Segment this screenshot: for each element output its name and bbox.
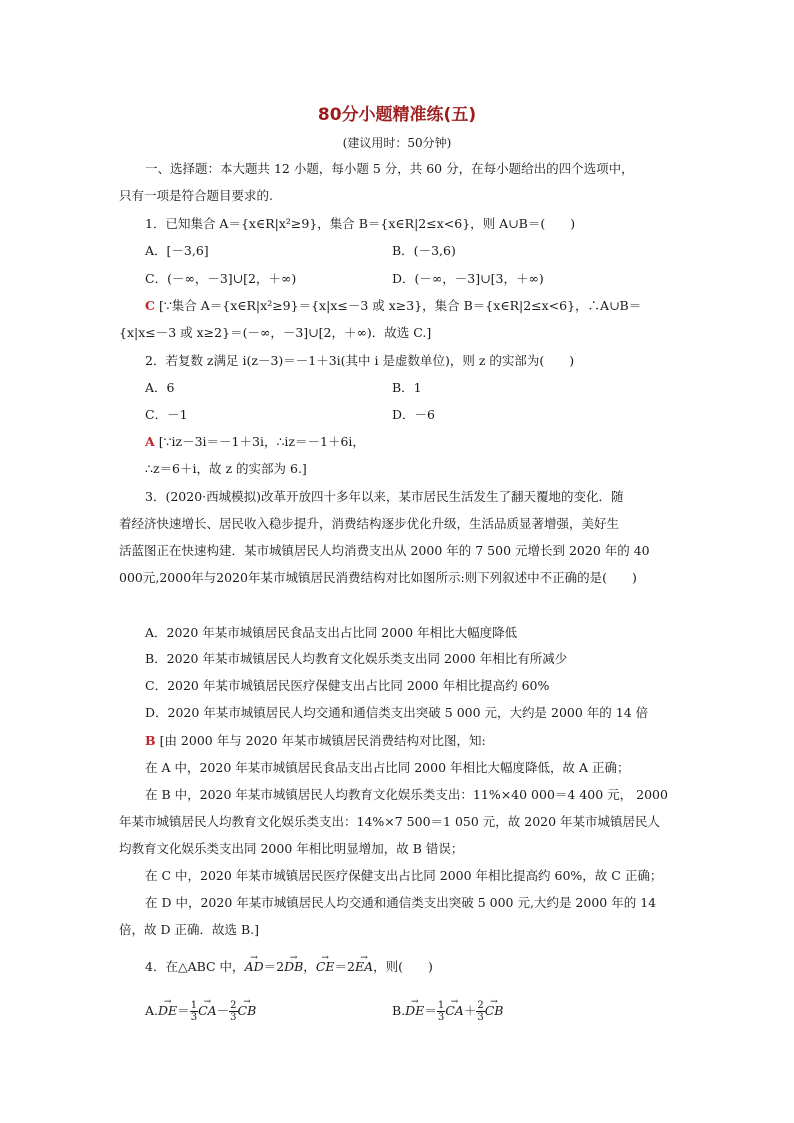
denominator: 3 xyxy=(437,1012,445,1023)
intro-line-1: 一、选择题：本大题共 12 小题，每小题 5 分，共 60 分，在每小题给出的四个选项中， xyxy=(145,161,634,176)
q3-solution-line-3: 在 B 中，2020 年某市城镇居民人均教育文化娱乐类支出：11%×40 000＝4 400 元， 2000 xyxy=(145,787,668,802)
q2-option-b: B．1 xyxy=(392,380,422,395)
page-subtitle: (建议用时：50分钟) xyxy=(342,136,452,150)
q4-stem xyxy=(145,959,433,975)
fraction-one-third xyxy=(437,1000,445,1023)
q3-stem-line-2: 着经济快速增长、居民收入稳步提升，消费结构逐步优化升级，生活品质显著增强，美好生 xyxy=(119,516,620,531)
q2-stem: 2．若复数 z满足 i(z－3)＝－1＋3i(其中 i 是虚数单位)，则 z 的实部为( ) xyxy=(145,353,575,368)
denominator: 3 xyxy=(230,1012,237,1023)
q1-option-a: A．[－3,6] xyxy=(145,243,209,258)
q3-solution-line-8: 倍，故 D 正确．故选 B.] xyxy=(119,922,259,937)
q4-sep: ， xyxy=(303,959,316,974)
q4-option-b-label: B. xyxy=(392,1003,406,1018)
vector-ea: → EA xyxy=(355,959,373,975)
vector-ca: → CA xyxy=(198,1003,217,1019)
q3-option-c: C．2020 年某市城镇居民医疗保健支出占比同 2000 年相比提高约 60% xyxy=(145,678,550,693)
q3-stem-line-4: 000元,2000年与2020年某市城镇居民消费结构对比如图所示:则下列叙述中不正确的是( ) xyxy=(119,570,637,585)
q3-solution-text-1: [由 2000 年与 2020 年某市城镇居民消费结构对比图，知: xyxy=(159,733,486,748)
numerator: 1 xyxy=(190,1000,198,1011)
denominator: 3 xyxy=(190,1012,198,1023)
q3-stem-line-1: 3．(2020·西城模拟)改革开放四十多年以来，某市居民生活发生了翻天覆地的变化．随 xyxy=(145,489,624,504)
q1-option-c: C．(－∞，－3]∪[2，＋∞) xyxy=(145,271,297,286)
q1-solution-line-1 xyxy=(145,298,641,314)
vector-ad: → AD xyxy=(245,959,264,975)
equals-sign: ＝ xyxy=(177,1003,190,1018)
q3-option-d: D．2020 年某市城镇居民人均交通和通信类支出突破 5 000 元，大约是 2000 年的 14 倍 xyxy=(145,705,649,720)
q3-option-b: B．2020 年某市城镇居民人均教育文化娱乐类支出同 2000 年相比有所减少 xyxy=(145,651,568,666)
numerator: 1 xyxy=(437,1000,445,1011)
plus-sign: ＋ xyxy=(463,1003,477,1018)
vector-cb: → CB xyxy=(485,1003,504,1019)
intro-line-2: 只有一项是符合题目要求的. xyxy=(119,188,273,203)
q2-solution-line-2: ∴z＝6＋i，故 z 的实部为 6.] xyxy=(145,461,307,476)
numerator: 2 xyxy=(230,1000,237,1011)
vector-de: → DE xyxy=(158,1003,177,1019)
q1-solution-line-2: {x|x≤－3 或 x≥2}＝(－∞，－3]∪[2，＋∞)．故选 C.] xyxy=(119,325,432,340)
numerator: 2 xyxy=(477,1000,484,1011)
q3-solution-line-7: 在 D 中，2020 年某市城镇居民人均交通和通信类支出突破 5 000 元,大约是 2000 年的 14 xyxy=(145,895,657,910)
vector-de: → DE xyxy=(405,1003,424,1019)
q2-solution-text-1: [∵iz－3i＝－1＋3i，∴iz＝－1＋6i， xyxy=(158,434,365,449)
vector-ca: → CA xyxy=(445,1003,464,1019)
q2-option-a: A．6 xyxy=(145,380,175,395)
q4-eq-1: ＝2 xyxy=(263,959,285,974)
fraction-one-third xyxy=(190,1000,198,1023)
q3-stem-line-3: 活蓝图正在快速构建．某市城镇居民人均消费支出从 2000 年的 7 500 元增长到 2020 年的 40 xyxy=(119,543,650,558)
q2-answer: A xyxy=(145,434,155,449)
q3-option-a: A．2020 年某市城镇居民食品支出占比同 2000 年相比大幅度降低 xyxy=(145,625,518,640)
q3-solution-line-6: 在 C 中，2020 年某市城镇居民医疗保健支出占比同 2000 年相比提高约 60%，故 C 正确； xyxy=(145,868,663,883)
q3-answer: B xyxy=(145,733,156,748)
q3-solution-line-4: 年某市城镇居民人均教育文化娱乐类支出：14%×7 500＝1 050 元，故 2020 年某市城镇居民人 xyxy=(119,814,661,829)
q4-option-a-label: A. xyxy=(145,1003,159,1018)
q2-option-c: C．－1 xyxy=(145,407,188,422)
page-title: 80分小题精准练(五) xyxy=(317,105,477,125)
q4-stem-suffix: ，则( ) xyxy=(373,959,433,974)
vector-db: → DB xyxy=(284,959,303,975)
fraction-two-thirds xyxy=(476,1000,484,1023)
q1-solution-text-1: [∵集合 A＝{x∈R|x²≥9}＝{x|x≤－3 或 x≥3}，集合 B＝{x∈R|2≤x<6}，∴A∪B＝ xyxy=(158,298,642,313)
q4-option-a xyxy=(145,1000,256,1023)
q4-stem-prefix: 4．在△ABC 中， xyxy=(145,959,245,974)
q3-solution-line-1 xyxy=(145,733,486,749)
q2-option-d: D．－6 xyxy=(392,407,435,422)
q4-eq-2: ＝2 xyxy=(334,959,355,974)
equals-sign: ＝ xyxy=(424,1003,437,1018)
minus-sign: － xyxy=(216,1003,230,1018)
q3-solution-line-2: 在 A 中，2020 年某市城镇居民食品支出占比同 2000 年相比大幅度降低，故 A 正确； xyxy=(145,760,630,775)
q4-option-b xyxy=(392,1000,503,1023)
vector-cb: → CB xyxy=(238,1003,257,1019)
vector-ce: → CE xyxy=(316,959,335,975)
fraction-two-thirds xyxy=(229,1000,237,1023)
q1-stem: 1．已知集合 A＝{x∈R|x²≥9}，集合 B＝{x∈R|2≤x<6}，则 A∪B＝( ) xyxy=(145,216,576,231)
q3-solution-line-5: 均教育文化娱乐类支出同 2000 年相比明显增加，故 B 错误； xyxy=(119,841,464,856)
q1-option-d: D．(－∞，－3]∪[3，＋∞) xyxy=(392,271,544,286)
q2-solution-line-1 xyxy=(145,434,365,450)
q1-answer: C xyxy=(145,298,155,313)
q1-option-b: B．(－3,6) xyxy=(392,243,456,258)
denominator: 3 xyxy=(477,1012,484,1023)
